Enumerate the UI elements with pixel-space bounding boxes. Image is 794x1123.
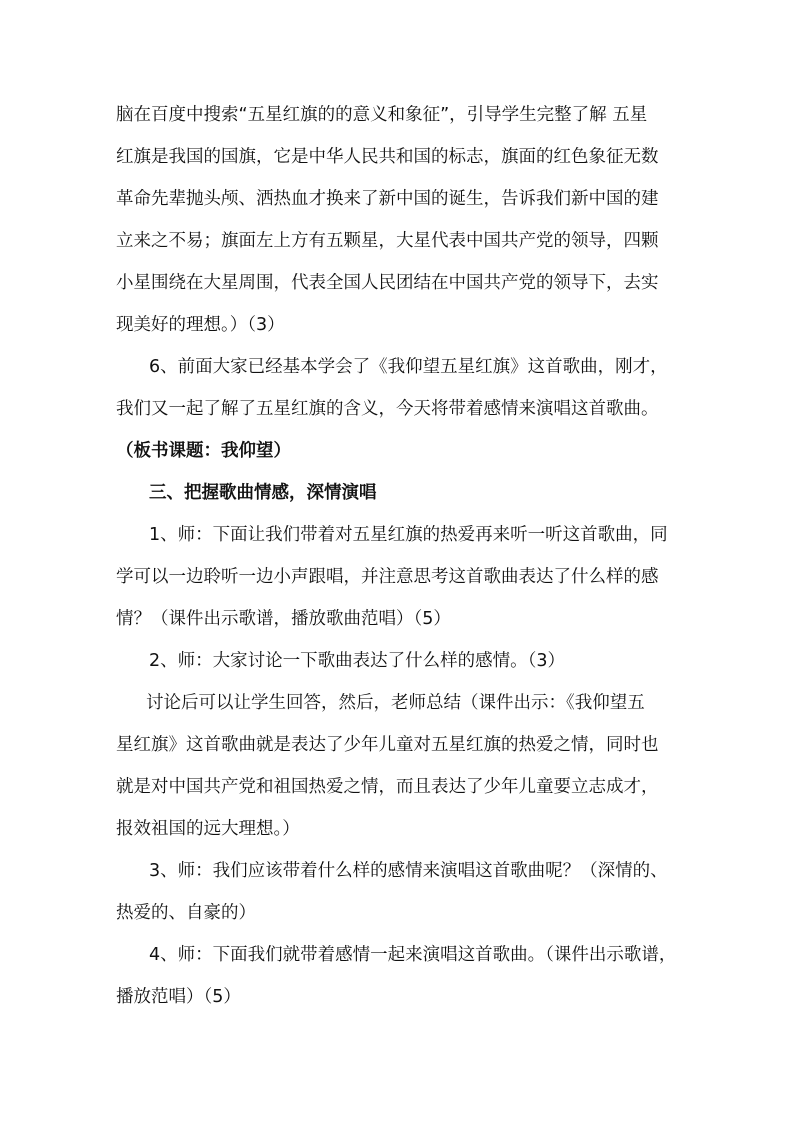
text-line: 立来之不易；旗面左上方有五颗星，大星代表中国共产党的领导，四颗 [116,231,659,251]
board-title-note: （板书课题：我仰望） [116,441,291,461]
text-line: 学可以一边聆听一边小声跟唱，并注意思考这首歌曲表达了什么样的感 [116,567,659,587]
text-line: 就是对中国共产党和祖国热爱之情，而且表达了少年儿童要立志成才， [116,777,659,797]
text-line: 1、师：下面让我们带着对五星红旗的热爱再来听一听这首歌曲，同 [149,525,668,545]
text-line: 星红旗》这首歌曲就是表达了少年儿童对五星红旗的热爱之情，同时也 [116,735,659,755]
section-heading: 三、把握歌曲情感，深情演唱 [149,483,377,503]
text-line: 2、师：大家讨论一下歌曲表达了什么样的感情。（3） [149,651,566,671]
text-line: 报效祖国的远大理想。） [116,819,300,839]
text-line: 讨论后可以让学生回答，然后，老师总结（课件出示：《我仰望五 [146,693,645,713]
text-line: 6、前面大家已经基本学会了《我仰望五星红旗》这首歌曲，刚才， [149,357,668,377]
text-line: 热爱的、自豪的） [116,903,256,923]
text-line: 我们又一起了解了五星红旗的含义，今天将带着感情来演唱这首歌曲。 [116,399,659,419]
text-line: 革命先辈抛头颅、洒热血才换来了新中国的诞生，告诉我们新中国的建 [116,189,659,209]
text-line: 情？（课件出示歌谱，播放歌曲范唱）（5） [116,609,451,629]
text-line: 红旗是我国的国旗，它是中华人民共和国的标志，旗面的红色象征无数 [116,147,659,167]
text-line: 脑在百度中搜索“五星红旗的的意义和象征”，引导学生完整了解 五星 [116,105,648,125]
text-line: 小星围绕在大星周围，代表全国人民团结在中国共产党的领导下，去实 [116,273,659,293]
text-line: 现美好的理想。）（3） [116,315,285,335]
text-line: 播放范唱）（5） [116,987,241,1007]
text-line: 3、师：我们应该带着什么样的感情来演唱这首歌曲呢？（深情的、 [149,861,668,881]
text-line: 4、师：下面我们就带着感情一起来演唱这首歌曲。（课件出示歌谱， [149,945,677,965]
